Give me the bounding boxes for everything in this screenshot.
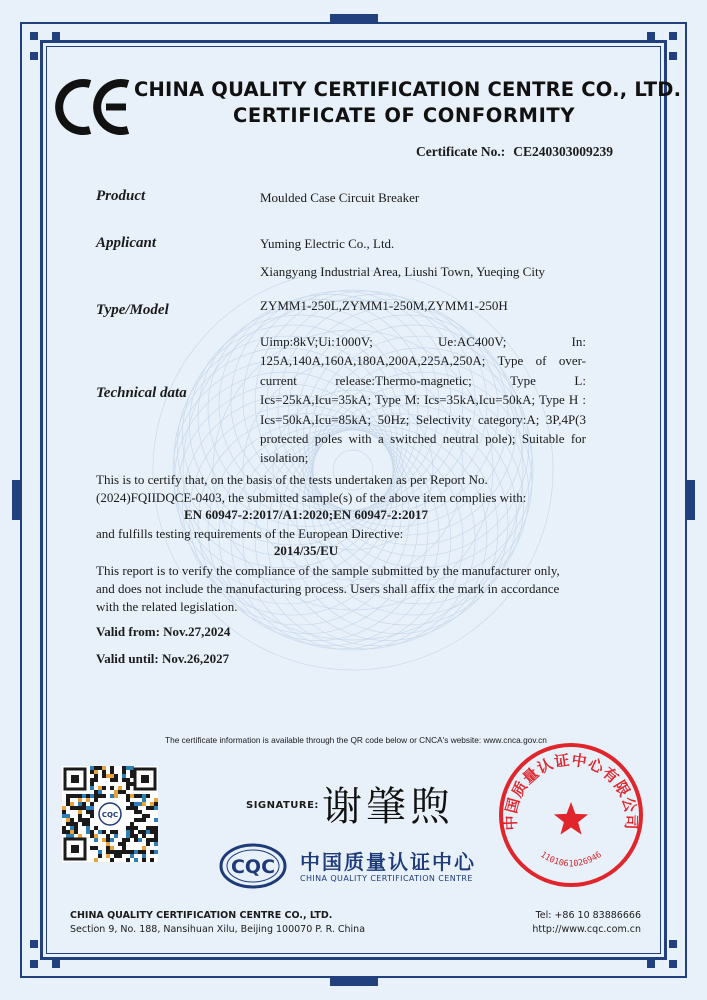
signature-image xyxy=(318,780,488,835)
report-line-3: with the related legislation. xyxy=(96,599,238,614)
corner-square xyxy=(647,32,655,40)
qr-center-logo: CQC xyxy=(101,811,119,819)
footer-website[interactable]: http://www.cqc.com.cn xyxy=(532,924,641,935)
applicant-address: Xiangyang Industrial Area, Liushi Town, Yueqing City xyxy=(260,264,546,279)
qr-code-icon[interactable] xyxy=(62,766,158,862)
technical-data-label: Technical data xyxy=(96,385,187,401)
left-ribbon xyxy=(12,480,22,520)
official-seal-icon xyxy=(496,740,646,890)
corner-square xyxy=(30,32,38,40)
valid-from: Valid from: Nov.27,2024 xyxy=(96,624,231,639)
footer-address: Section 9, No. 188, Nansihuan Xilu, Beijing 100070 P. R. China xyxy=(70,924,366,935)
footer-company: CHINA QUALITY CERTIFICATION CENTRE CO., LTD. xyxy=(70,910,333,921)
cqc-name-english: CHINA QUALITY CERTIFICATION CENTRE xyxy=(300,874,473,883)
corner-square xyxy=(30,960,38,968)
valid-until: Valid until: Nov.26,2027 xyxy=(96,651,230,666)
corner-square xyxy=(52,32,60,40)
top-ribbon xyxy=(330,14,378,24)
corner-square xyxy=(30,52,38,60)
signature-label: SIGNATURE: xyxy=(246,800,319,811)
seal-text: 中国质量认证中心有限公司 xyxy=(501,750,641,831)
corner-square xyxy=(669,32,677,40)
model-value: ZYMM1-250L,ZYMM1-250M,ZYMM1-250H xyxy=(260,298,508,313)
statement-line-2: (2024)FQIIDQCE-0403, the submitted sample(s) of the above item complies with: xyxy=(96,490,527,505)
corner-square xyxy=(30,940,38,948)
svg-text:1101061026946 xyxy=(538,850,603,869)
certificate-number xyxy=(416,144,613,160)
cqc-name-chinese: 中国质量认证中心 xyxy=(300,850,476,874)
certificate-title: CERTIFICATE OF CONFORMITY xyxy=(232,104,576,127)
right-ribbon xyxy=(685,480,695,520)
certificate-number-label: Certificate No.: xyxy=(416,144,506,159)
corner-square xyxy=(669,960,677,968)
corner-square xyxy=(52,960,60,968)
report-line-2: and does not include the manufacturing process. Users shall affix the mark in accordance xyxy=(96,581,560,596)
corner-square xyxy=(669,940,677,948)
standards: EN 60947-2:2017/A1:2020;EN 60947-2:2017 xyxy=(183,507,429,522)
bottom-ribbon xyxy=(330,976,378,986)
directive: 2014/35/EU xyxy=(273,543,339,558)
statement-line-1: This is to certify that, on the basis of the tests undertaken as per Report No. xyxy=(96,472,488,487)
applicant-name: Yuming Electric Co., Ltd. xyxy=(260,236,395,251)
ce-mark-icon xyxy=(54,72,134,142)
qr-note: The certificate information is available through the QR code below or CNCA's website: www.cnca.gov.cn xyxy=(165,735,547,745)
technical-data-value: Uimp:8kV;Ui:1000V; Ue:AC400V; In: 125A,140A,160A,180A,200A,225A,250A; Type of over-current release:Thermo-magnetic; Type L: Ics=25kA,Icu=35kA; Type M: Ics=35kA,Icu=50kA; Type H : Ics=50kA,Icu=85kA; 50Hz; Selectivity category:A; 3P,4P(3 protected poles with a switched neutral pole); Suitable for isolation; xyxy=(260,334,586,466)
report-line-1: This report is to verify the compliance of the sample submitted by the manufacturer only, xyxy=(96,563,560,578)
applicant-label: Applicant xyxy=(96,235,157,251)
footer-tel: Tel: +86 10 83886666 xyxy=(535,910,641,921)
certificate-number-value: CE240303009239 xyxy=(513,144,613,159)
issuer-title: CHINA QUALITY CERTIFICATION CENTRE CO., LTD. xyxy=(134,78,682,101)
corner-square xyxy=(669,52,677,60)
corner-square xyxy=(647,960,655,968)
seal-number: 1101061026946 xyxy=(538,849,604,870)
signature-glyphs: 谢肇煦 xyxy=(322,784,454,830)
cqc-logo-icon xyxy=(218,842,288,890)
model-label: Type/Model xyxy=(96,302,169,318)
product-label: Product xyxy=(96,188,146,204)
statement-line-3: and fulfills testing requirements of the European Directive: xyxy=(96,526,404,541)
cqc-logo-text: CQC xyxy=(230,856,276,878)
product-value: Moulded Case Circuit Breaker xyxy=(260,190,420,205)
